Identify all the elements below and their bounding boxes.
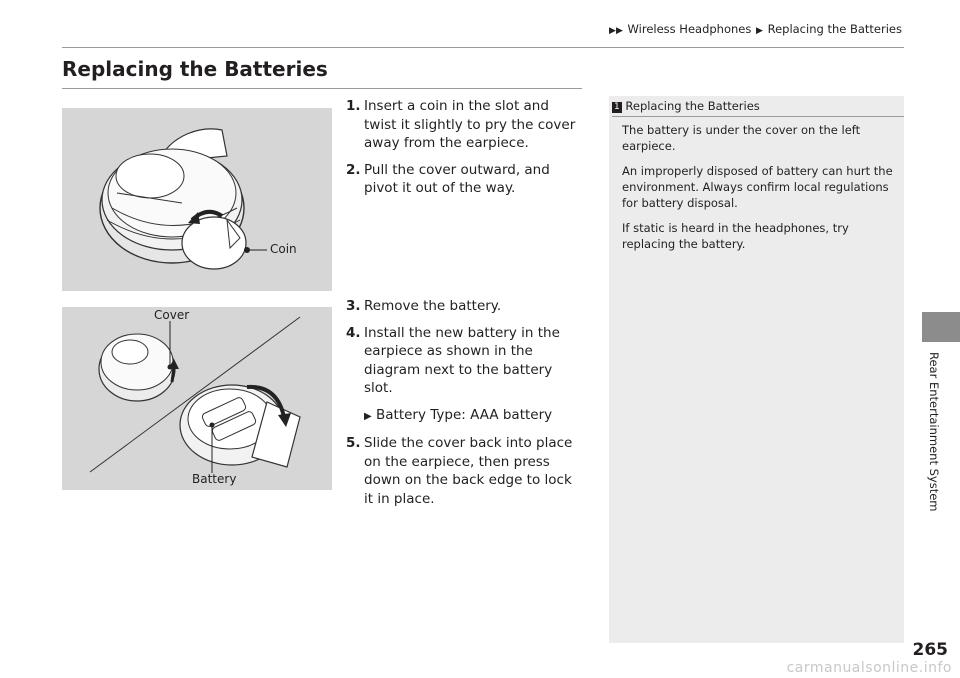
step-number: 4.	[346, 324, 361, 341]
sidebar-paragraph: The battery is under the cover on the left earpiece.	[622, 123, 861, 153]
step-3	[346, 297, 581, 316]
battery-label: Battery	[192, 472, 237, 486]
cover-label: Cover	[154, 308, 190, 322]
breadcrumb-level2[interactable]: Replacing the Batteries	[767, 22, 902, 36]
arrow-right-icon: ▶▶	[609, 26, 623, 36]
section-tab-text: Rear Entertainment System	[927, 352, 941, 512]
earpiece-battery-illustration	[62, 307, 332, 490]
page-number: 265	[912, 640, 948, 660]
figure-remove-cover	[62, 108, 332, 291]
step-5	[346, 434, 581, 508]
step-text: Insert a coin in the slot and twist it slightly to pry the cover away from the earpiece.	[364, 98, 576, 151]
sidebar-heading	[612, 99, 760, 113]
step-text: Remove the battery.	[364, 298, 502, 314]
step-4	[346, 324, 581, 398]
battery-type-note	[346, 406, 581, 427]
footer-watermark: carmanualsonline.info	[786, 660, 952, 676]
note-marker-icon: 1	[614, 102, 620, 112]
steps-group-1	[346, 97, 581, 206]
step-text: Pull the cover outward, and pivot it out of the way.	[364, 161, 550, 196]
step-number: 5.	[346, 435, 361, 451]
step-number: 3.	[346, 298, 361, 314]
coin-label: Coin	[270, 242, 297, 256]
figure-install-battery	[62, 307, 332, 490]
step-1	[346, 97, 581, 153]
arrow-right-icon: ▶	[756, 26, 763, 36]
section-tab[interactable]	[922, 312, 960, 342]
step-number: 2.	[346, 161, 361, 178]
sidebar-paragraph: An improperly disposed of battery can hurt the environment. Always confirm local regulations for battery disposal.	[622, 164, 893, 210]
step-text: Install the new battery in the earpiece as shown in the diagram next to the battery slot.	[364, 324, 560, 396]
step-text: Slide the cover back into place on the earpiece, then press down on the back edge to lock it in place.	[364, 435, 573, 507]
step-number: 1.	[346, 98, 361, 114]
battery-type-text: Battery Type: AAA battery	[376, 406, 553, 423]
header-divider	[62, 47, 904, 48]
step-2	[346, 161, 581, 198]
sidebar-body	[622, 122, 894, 261]
arrow-right-icon: ▶	[364, 410, 372, 422]
page-title: Replacing the Batteries	[62, 57, 328, 81]
breadcrumb	[608, 22, 902, 36]
section-tab-label	[916, 352, 960, 512]
sidebar-divider	[612, 116, 904, 117]
breadcrumb-level1[interactable]: Wireless Headphones	[627, 22, 752, 36]
title-divider	[62, 88, 582, 89]
sidebar-heading-text: Replacing the Batteries	[625, 99, 760, 113]
earpiece-coin-illustration	[62, 108, 332, 291]
sidebar-paragraph: If static is heard in the headphones, try replacing the battery.	[622, 221, 849, 251]
steps-group-2	[346, 297, 581, 516]
